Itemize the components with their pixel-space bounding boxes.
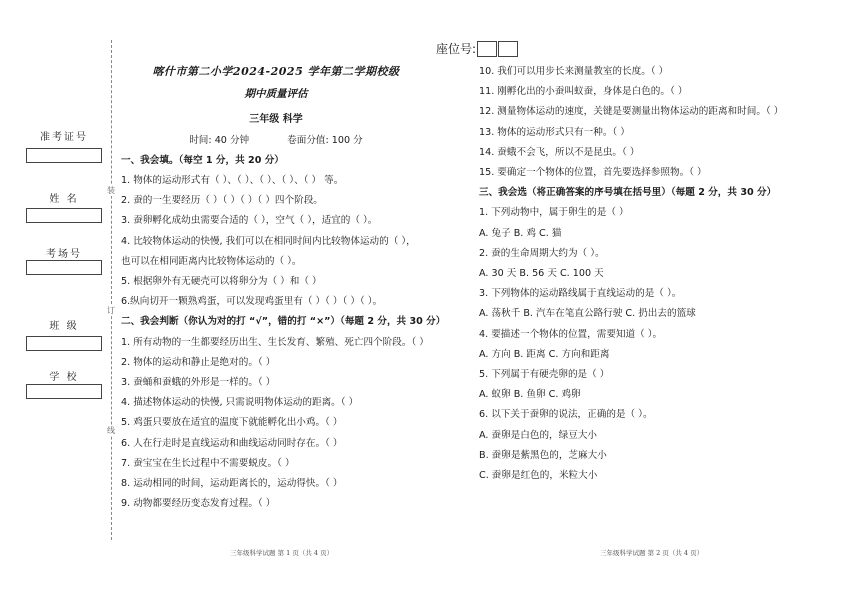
page-2-column — [479, 62, 839, 486]
page-2-footer: 三年级科学试题 第 2 页（共 4 页） — [600, 549, 704, 557]
question-line: 13. 物体的运动形式只有一种。（ ） — [479, 126, 630, 138]
option-line: C. 蚕卵是红色的，米粒大小 — [479, 470, 598, 482]
option-line: A. 蚕卵是白色的，绿豆大小 — [479, 429, 598, 441]
question-line: 11. 刚孵化出的小蚕叫蚁蚕，身体是白色的。（ ） — [479, 86, 688, 98]
page-1-column — [121, 62, 471, 514]
question-line: 10. 我们可以用步长来测量教室的长度。（ ） — [479, 66, 669, 77]
option-line: A. 30 天 B. 56 天 C. 100 天 — [479, 268, 604, 280]
question-line: 3. 蚕蛹和蚕蛾的外形是一样的。（ ） — [121, 377, 276, 389]
exam-number-field[interactable] — [26, 148, 102, 163]
option-line: A. 蚁卵 B. 鱼卵 C. 鸡卵 — [479, 389, 581, 401]
question-line: 3. 下列物体的运动路线属于直线运动的是（ ）。 — [479, 288, 682, 300]
question-line: 4. 要描述一个物体的位置，需要知道（ ）。 — [479, 328, 663, 340]
school-field[interactable] — [26, 384, 102, 399]
fold-label-3: 线 — [104, 425, 118, 436]
question-line: 8. 运动相同的时间，运动距离长的，运动得快。（ ） — [121, 478, 343, 490]
school-label: 学 校 — [49, 372, 79, 383]
question-line: 1. 下列动物中，属于卵生的是（ ） — [479, 207, 629, 219]
question-line: 12. 测量物体运动的速度，关键是要测量出物体运动的距离和时间。（ ） — [479, 106, 784, 118]
seat-number — [436, 40, 518, 57]
question-line: 9. 动物都要经历变态发育过程。（ ） — [121, 498, 276, 510]
question-line: 3. 蚕卵孵化成幼虫需要合适的（ ），空气（ ），适宜的（ ）。 — [121, 215, 378, 227]
section-3-heading: 三、我会选（将正确答案的序号填在括号里）（每题 2 分，共 30 分） — [479, 187, 777, 199]
question-line: 5. 鸡蛋只要放在适宜的温度下就能孵化出小鸡。（ ） — [121, 417, 343, 429]
option-line: A. 方向 B. 距离 C. 方向和距离 — [479, 348, 610, 360]
exam-score: 卷面分值: 100 分 — [287, 134, 363, 146]
seat-box-1[interactable] — [477, 41, 497, 57]
question-line: 7. 蚕宝宝在生长过程中不需要蜕皮。（ ） — [121, 457, 295, 469]
question-line: 1. 物体的运动形式有（ ）、（ ）、（ ）、（ ）、（ ） 等。 — [121, 175, 344, 187]
option-line: A. 荡秋千 B. 汽车在笔直公路行驶 C. 扔出去的篮球 — [479, 308, 696, 320]
question-line: 4. 描述物体运动的快慢, 只需说明物体运动的距离。（ ） — [121, 397, 359, 409]
exam-subtitle: 期中质量评估 — [244, 88, 308, 101]
question-line: 也可以在相同距离内比较物体运动的（ ）。 — [121, 255, 302, 267]
question-line: 4. 比较物体运动的快慢, 我们可以在相同时间内比较物体运动的（ ）， — [121, 235, 416, 247]
section-1-heading: 一、我会填。（每空 1 分，共 20 分） — [121, 154, 284, 166]
question-line: 2. 物体的运动和静止是绝对的。（ ） — [121, 356, 276, 368]
question-line: 6.纵向切开一颗熟鸡蛋，可以发现鸡蛋里有（ ）（ ）（ ）（ ）。 — [121, 296, 383, 308]
seat-box-2[interactable] — [498, 41, 518, 57]
question-line: 2. 蚕的一生要经历（ ）（ ）（ ）（ ）四个阶段。 — [121, 195, 323, 207]
question-line: 5. 下列属于有硬壳卵的是（ ） — [479, 369, 610, 381]
question-line: 15. 要确定一个物体的位置，首先要选择参照物。（ ） — [479, 167, 707, 179]
section-2-heading: 二、我会判断（你认为对的打 “√”，错的打 “×”）（每题 2 分，共 30 分） — [121, 316, 446, 328]
student-name-label: 姓 名 — [49, 194, 79, 205]
fold-label-2: 订 — [104, 305, 118, 316]
binding-sidebar — [0, 0, 112, 608]
option-line: A. 兔子 B. 鸡 C. 猫 — [479, 227, 562, 239]
question-line: 6. 以下关于蚕卵的说法，正确的是（ ）。 — [479, 409, 653, 421]
binding-fold-line — [111, 40, 112, 540]
question-line: 5. 根据卵外有无硬壳可以将卵分为（ ）和（ ） — [121, 276, 322, 288]
class-field[interactable] — [26, 336, 102, 351]
question-line: 14. 蚕蛾不会飞，所以不是昆虫。（ ） — [479, 146, 640, 158]
exam-school-title: 喀什市第二小学2024-2025 学年第二学期校级 — [152, 65, 400, 78]
exam-number-label: 准考证号 — [40, 132, 88, 143]
student-name-field[interactable] — [26, 208, 102, 223]
exam-grade-subject: 三年级 科学 — [249, 114, 303, 126]
exam-room-field[interactable] — [26, 260, 102, 275]
exam-time: 时间: 40 分钟 — [189, 134, 250, 146]
class-label: 班 级 — [49, 321, 79, 332]
page-1-footer: 三年级科学试题 第 1 页（共 4 页） — [230, 549, 334, 557]
fold-label-1: 装 — [104, 185, 118, 196]
option-line: B. 蚕卵是紫黑色的，芝麻大小 — [479, 449, 607, 461]
question-line: 1. 所有动物的一生都要经历出生、生长发育、繁殖、死亡四个阶段。（ ） — [121, 336, 429, 348]
question-line: 2. 蚕的生命周期大约为（ ）。 — [479, 247, 605, 259]
question-line: 6. 人在行走时是直线运动和曲线运动同时存在。（ ） — [121, 437, 343, 449]
exam-room-label: 考场号 — [46, 249, 82, 260]
seat-label: 座位号: — [436, 42, 477, 56]
exam-meta — [121, 131, 431, 151]
